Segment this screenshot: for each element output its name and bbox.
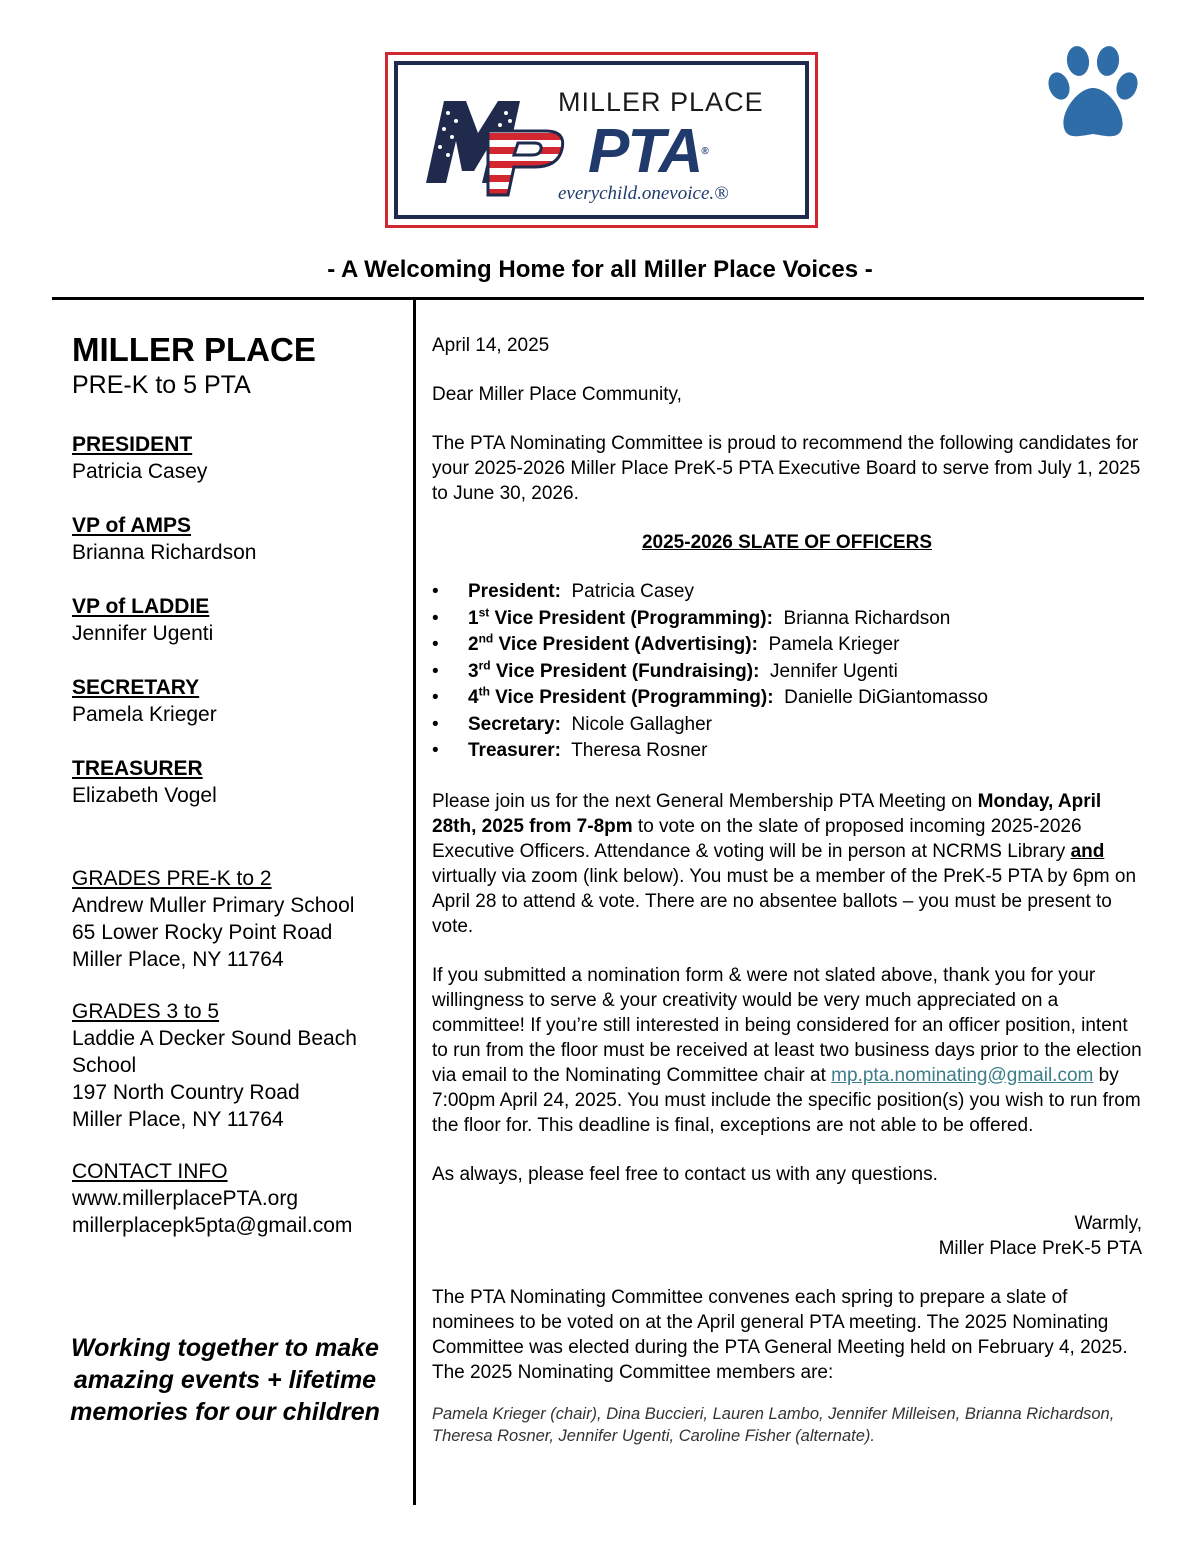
officer-role-secretary: SECRETARY: [72, 676, 200, 699]
officer-role-vp-amps: VP of AMPS: [72, 514, 192, 537]
list-item: • 4th Vice President (Programming): Danielle DiGiantomasso: [432, 685, 1142, 712]
sidebar-subtitle: PRE-K to 5 PTA: [72, 371, 251, 399]
sidebar-title: MILLER PLACE: [72, 331, 316, 368]
letter-greeting: Dear Miller Place Community,: [432, 384, 682, 405]
list-item: • 3rd Vice President (Fundraising): Jennifer Ugenti: [432, 659, 1142, 686]
school-laddie-name: Laddie A Decker Sound Beach: [72, 1027, 357, 1050]
contact-info: [72, 1158, 402, 1239]
school-laddie-street: 197 North Country Road: [72, 1081, 300, 1104]
committee-members: Pamela Krieger (chair), Dina Buccieri, Lauren Lambo, Jennifer Milleisen, Brianna Richardson, Theresa Rosner, Jennifer Ugenti, Caroline Fisher (alternate).: [432, 1404, 1115, 1445]
signoff: Warmly,: [1074, 1212, 1142, 1234]
vertical-divider: [413, 299, 416, 1505]
officer-name-vp-laddie: Jennifer Ugenti: [72, 622, 214, 645]
school-laddie-city: Miller Place, NY 11764: [72, 1108, 284, 1131]
letter-date: April 14, 2025: [432, 335, 550, 356]
closing-note: As always, please feel free to contact us with any questions.: [432, 1163, 938, 1185]
pta-logo: [385, 52, 818, 228]
committee-info: The PTA Nominating Committee convenes each spring to prepare a slate of nominees to be voted on at the April general PTA meeting. The 2025 Nominating Committee was elected during the PTA General Meeting held on February 4, 2025. The 2025 Nominating Committee members are:: [432, 1286, 1128, 1383]
list-item: • 1st Vice President (Programming): Brianna Richardson: [432, 606, 1142, 633]
school-primary-street: 65 Lower Rocky Point Road: [72, 921, 333, 944]
officer-name-secretary: Pamela Krieger: [72, 703, 217, 726]
paw-print-icon: [1048, 44, 1138, 144]
list-item: • President: Patricia Casey: [432, 579, 1142, 606]
officer-name-president: Patricia Casey: [72, 460, 208, 483]
school-primary-heading: GRADES PRE-K to 2: [72, 867, 272, 890]
nominating-email-link[interactable]: mp.pta.nominating@gmail.com: [831, 1064, 1094, 1086]
horizontal-divider: [52, 297, 1144, 300]
school-laddie: [72, 998, 402, 1133]
letter-intro: The PTA Nominating Committee is proud to recommend the following candidates for your 2025-2026 Miller Place PreK-5 PTA Executive Board to serve from July 1, 2025 to June 30, 2026.: [432, 433, 1141, 504]
school-laddie-heading: GRADES 3 to 5: [72, 1000, 220, 1023]
list-item: • Treasurer: Theresa Rosner: [432, 738, 1142, 765]
sidebar: [72, 330, 402, 1239]
contact-heading: CONTACT INFO: [72, 1160, 228, 1183]
school-primary-name: Andrew Muller Primary School: [72, 894, 355, 917]
logo-tagline: everychild.onevoice.®: [558, 183, 729, 204]
signature-block: [432, 1211, 1142, 1261]
contact-website[interactable]: www.millerplacePTA.org: [72, 1187, 299, 1210]
slate-heading: 2025-2026 SLATE OF OFFICERS: [641, 532, 932, 553]
mp-logo-icon: [426, 91, 566, 201]
officer-role-vp-laddie: VP of LADDIE: [72, 595, 210, 618]
officer-role-president: PRESIDENT: [72, 433, 193, 456]
logo-name: MILLER PLACE: [558, 87, 764, 117]
page-tagline: - A Welcoming Home for all Miller Place Voices -: [327, 256, 873, 283]
officer-role-treasurer: TREASURER: [72, 757, 203, 780]
nomination-paragraph: If you submitted a nomination form & were not slated above, thank you for your willingness to serve & your creativity would be very much appreciated on a committee! If you’re still interested in being considered for an officer position, intent to run from the floor must be received at least two business days prior to the election via email to the Nominating Committee chair at mp.pta.nominating@gmail.com by 7:00pm April 24, 2025. You must include the specific position(s) you wish to run from the floor for. This deadline is final, exceptions are not able to be offered.: [432, 964, 1142, 1136]
school-primary: [72, 865, 402, 973]
meeting-paragraph: Please join us for the next General Membership PTA Meeting on Monday, April 28th, 2025 from 7-8pm to vote on the slate of proposed incoming 2025-2026 Executive Officers. Attendance & voting will be in person at NCRMS Library and virtually via zoom (link below). You must be a member of the PreK-5 PTA by 6pm on April 28 to attend & vote. There are no absentee ballots – you must be present to vote.: [432, 790, 1137, 937]
logo-pta: PTA®: [588, 117, 707, 186]
letter: [432, 333, 1142, 1447]
school-primary-city: Miller Place, NY 11764: [72, 948, 284, 971]
contact-email[interactable]: millerplacepk5pta@gmail.com: [72, 1214, 353, 1237]
officer-name-vp-amps: Brianna Richardson: [72, 541, 257, 564]
slate-list: [432, 579, 1142, 765]
officer-name-treasurer: Elizabeth Vogel: [72, 784, 217, 807]
motto: Working together to make amazing events + lifetime memories for our children: [70, 1334, 380, 1426]
signature: Miller Place PreK-5 PTA: [938, 1237, 1142, 1259]
school-laddie-name-cont: School: [72, 1054, 137, 1077]
list-item: • Secretary: Nicole Gallagher: [432, 712, 1142, 739]
list-item: • 2nd Vice President (Advertising): Pamela Krieger: [432, 632, 1142, 659]
